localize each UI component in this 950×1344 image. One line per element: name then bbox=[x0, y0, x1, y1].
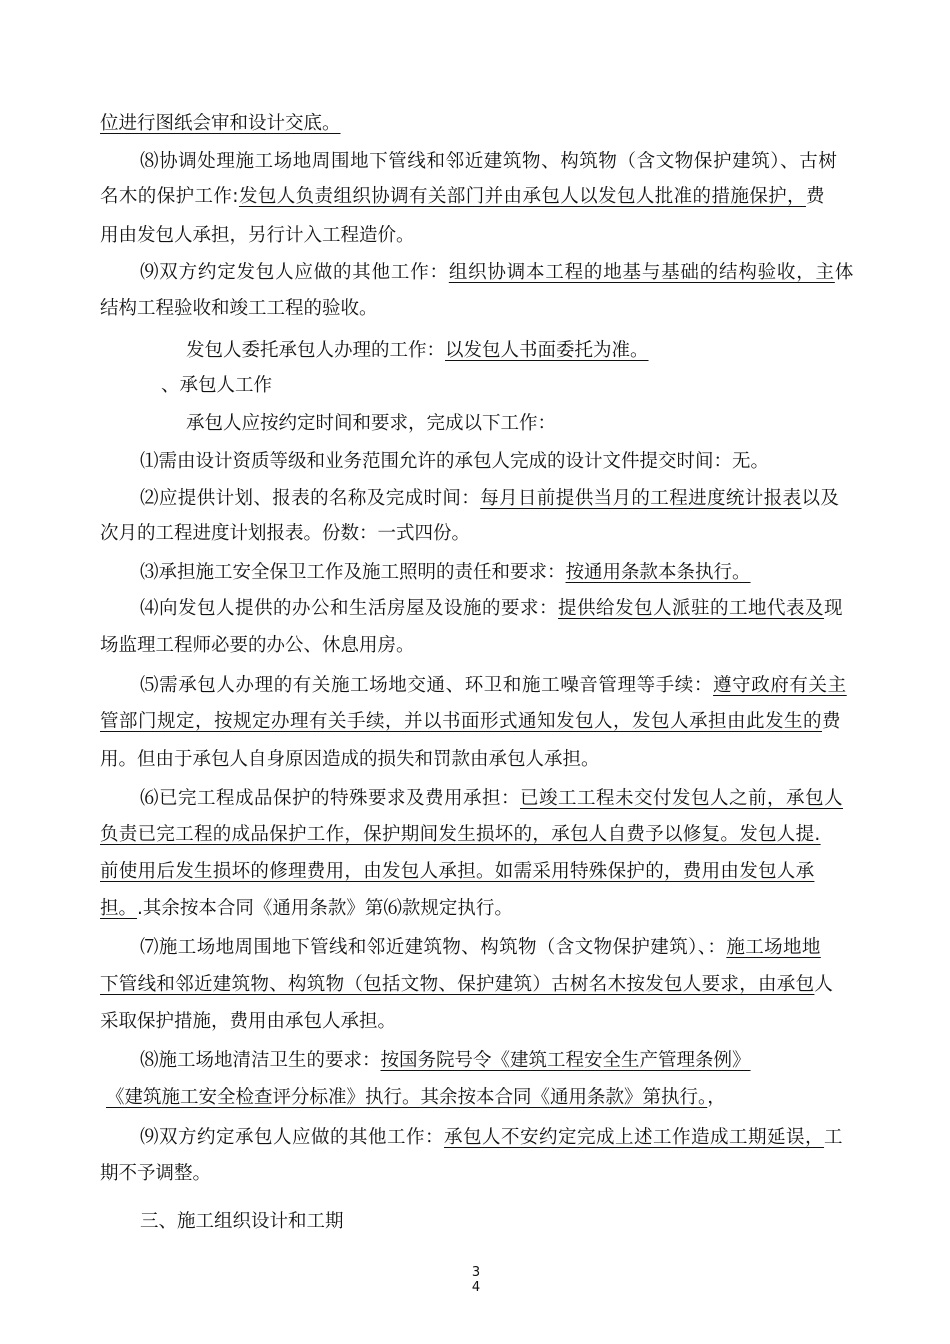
underlined-fill-text: 组织协调本工程的地基与基础的结构验收，主 bbox=[448, 262, 835, 283]
body-text-span: 现 bbox=[824, 598, 844, 619]
body-text-span: 费 bbox=[822, 711, 842, 732]
body-text-span: 三、施工组织设计和工期 bbox=[140, 1211, 344, 1232]
body-text-span: 次月的工程进度计划报表。份数：一式四份。 bbox=[100, 523, 471, 544]
item-6-line-1 bbox=[140, 787, 843, 811]
body-text-span: ⑴需由设计资质等级和业务范围允许的承包人完成的设计文件提交时间：无。 bbox=[140, 451, 770, 472]
section-heading-contractor bbox=[161, 374, 272, 398]
section-heading-schedule bbox=[140, 1210, 344, 1234]
item-5-line-2 bbox=[100, 710, 841, 734]
para-3-line-2 bbox=[100, 297, 378, 321]
body-text-span: 用。但由于承包人自身原因造成的损失和罚款由承包人承担。 bbox=[100, 749, 600, 770]
body-text-span: ⑸需承包人办理的有关施工场地交通、环卫和施工噪音管理等手续： bbox=[140, 675, 714, 696]
underlined-fill-text: 《建筑施工安全检查评分标准》执行。其余按本合同《通用条款》第执行。 bbox=[106, 1087, 708, 1108]
underlined-fill-text: 承包人不安约定完成上述工作造成工期延误， bbox=[444, 1127, 825, 1148]
underlined-fill-text: 前使用后发生损坏的修理费用，由发包人承担。如需采用特殊保护的，费用由发包人承 bbox=[100, 861, 815, 882]
para-2-line-1 bbox=[140, 150, 837, 174]
item-2-line-1 bbox=[140, 487, 839, 511]
body-text-span: 承包人应按约定时间和要求，完成以下工作： bbox=[186, 413, 557, 434]
item-4-line-1 bbox=[140, 597, 843, 621]
body-text-span: 用由发包人承担，另行计入工程造价。 bbox=[100, 225, 415, 246]
underlined-fill-text: 位进行图纸会审和设计交底。 bbox=[100, 113, 341, 134]
body-text-span: ⑼双方约定发包人应做的其他工作： bbox=[140, 262, 449, 283]
underlined-fill-text: 每月日前提供当月的工程进度统计报表 bbox=[480, 488, 802, 509]
para-5-line-1 bbox=[186, 412, 556, 436]
body-text-span: 名木的保护工作: bbox=[100, 186, 239, 207]
underlined-fill-text: 施工场地地 bbox=[726, 937, 821, 958]
body-text-span: ⑼双方约定承包人应做的其他工作： bbox=[140, 1127, 445, 1148]
body-text-span: 场监理工程师必要的办公、休息用房。 bbox=[100, 635, 415, 656]
item-4-line-2 bbox=[100, 634, 415, 658]
body-text-span: ⑻协调处理施工场地周围地下管线和邻近建筑物、构筑物（含文物保护建筑）、古树 bbox=[140, 151, 838, 172]
item-7-line-3 bbox=[100, 1010, 396, 1034]
underlined-fill-text: 担。 bbox=[100, 898, 138, 919]
underlined-fill-text: 下管线和邻近建筑物、构筑物（包括文物、保护建筑）古树名木按发包人要求，由承包 bbox=[100, 974, 815, 995]
item-9-line-2 bbox=[100, 1162, 211, 1186]
para-4-line-1 bbox=[186, 339, 649, 363]
body-text-span: 以及 bbox=[801, 488, 840, 509]
underlined-fill-text: 已竣工工程未交付发包人之前，承包人 bbox=[520, 788, 844, 809]
body-text-span: 期不予调整。 bbox=[100, 1163, 212, 1184]
para-1-line-1 bbox=[100, 112, 341, 136]
underlined-fill-text: 按国务院号令《建筑工程安全生产管理条例》 bbox=[380, 1050, 751, 1071]
underlined-fill-text: 发包人负责组织协调有关部门并由承包人以发包人批准的措施保护， bbox=[238, 186, 806, 207]
para-3-line-1 bbox=[140, 261, 854, 285]
item-9-line-1 bbox=[140, 1126, 843, 1150]
page-number-total: 4 bbox=[471, 1280, 481, 1295]
body-text-span: 人 bbox=[814, 974, 834, 995]
body-text-span: ⑷向发包人提供的办公和生活房屋及设施的要求： bbox=[140, 598, 559, 619]
item-3-line-1 bbox=[140, 561, 751, 585]
item-6-line-3 bbox=[100, 860, 814, 884]
underlined-fill-text: 提供给发包人派驻的工地代表及 bbox=[558, 598, 825, 619]
body-text-span: ⑻施工场地清洁卫生的要求： bbox=[140, 1050, 381, 1071]
page-number-current: 3 bbox=[471, 1265, 481, 1280]
underlined-fill-text: 按通用条款本条执行。 bbox=[565, 562, 751, 583]
body-text-span: ⑹已完工程成品保护的特殊要求及费用承担： bbox=[140, 788, 521, 809]
item-6-line-2 bbox=[100, 823, 821, 847]
underlined-fill-text: 遵守政府有关主 bbox=[713, 675, 847, 696]
body-text-span: 发包人委托承包人办理的工作： bbox=[186, 340, 446, 361]
item-6-line-4 bbox=[100, 897, 513, 921]
body-text-span: .其余按本合同《通用条款》第⑹款规定执行。 bbox=[137, 898, 513, 919]
item-7-line-2 bbox=[100, 973, 833, 997]
body-text-span: 体 bbox=[834, 262, 855, 283]
body-text-span: 、承包人工作 bbox=[161, 375, 273, 396]
item-1-line-1 bbox=[140, 450, 769, 474]
item-8-line-1 bbox=[140, 1049, 751, 1073]
body-text-span: 工 bbox=[824, 1127, 844, 1148]
para-2-line-3 bbox=[100, 224, 415, 248]
body-text-span: ⑺施工场地周围地下管线和邻近建筑物、构筑物（含文物保护建筑）、： bbox=[140, 937, 727, 958]
body-text-span: 费 bbox=[805, 186, 825, 207]
body-text-span: ⑵应提供计划、报表的名称及完成时间： bbox=[140, 488, 481, 509]
underlined-fill-text: 管部门规定，按规定办理有关手续，并以书面形式通知发包人，发包人承担由此发生的 bbox=[100, 711, 823, 732]
item-2-line-2 bbox=[100, 522, 470, 546]
item-7-line-1 bbox=[140, 936, 821, 960]
body-text-span: ⑶承担施工安全保卫工作及施工照明的责任和要求： bbox=[140, 562, 566, 583]
body-text-span: 采取保护措施，费用由承包人承担。 bbox=[100, 1011, 397, 1032]
underlined-fill-text: 以发包人书面委托为准。 bbox=[445, 340, 649, 361]
item-8-line-2 bbox=[106, 1086, 726, 1110]
item-5-line-1 bbox=[140, 674, 847, 698]
para-2-line-2 bbox=[100, 185, 825, 209]
body-text-span: ， bbox=[707, 1087, 726, 1108]
body-text-span: 结构工程验收和竣工工程的验收。 bbox=[100, 298, 378, 319]
underlined-fill-text: 负责已完工程的成品保护工作，保护期间发生损坏的，承包人自费予以修复。发包人提. bbox=[100, 824, 821, 845]
item-5-line-3 bbox=[100, 748, 600, 772]
